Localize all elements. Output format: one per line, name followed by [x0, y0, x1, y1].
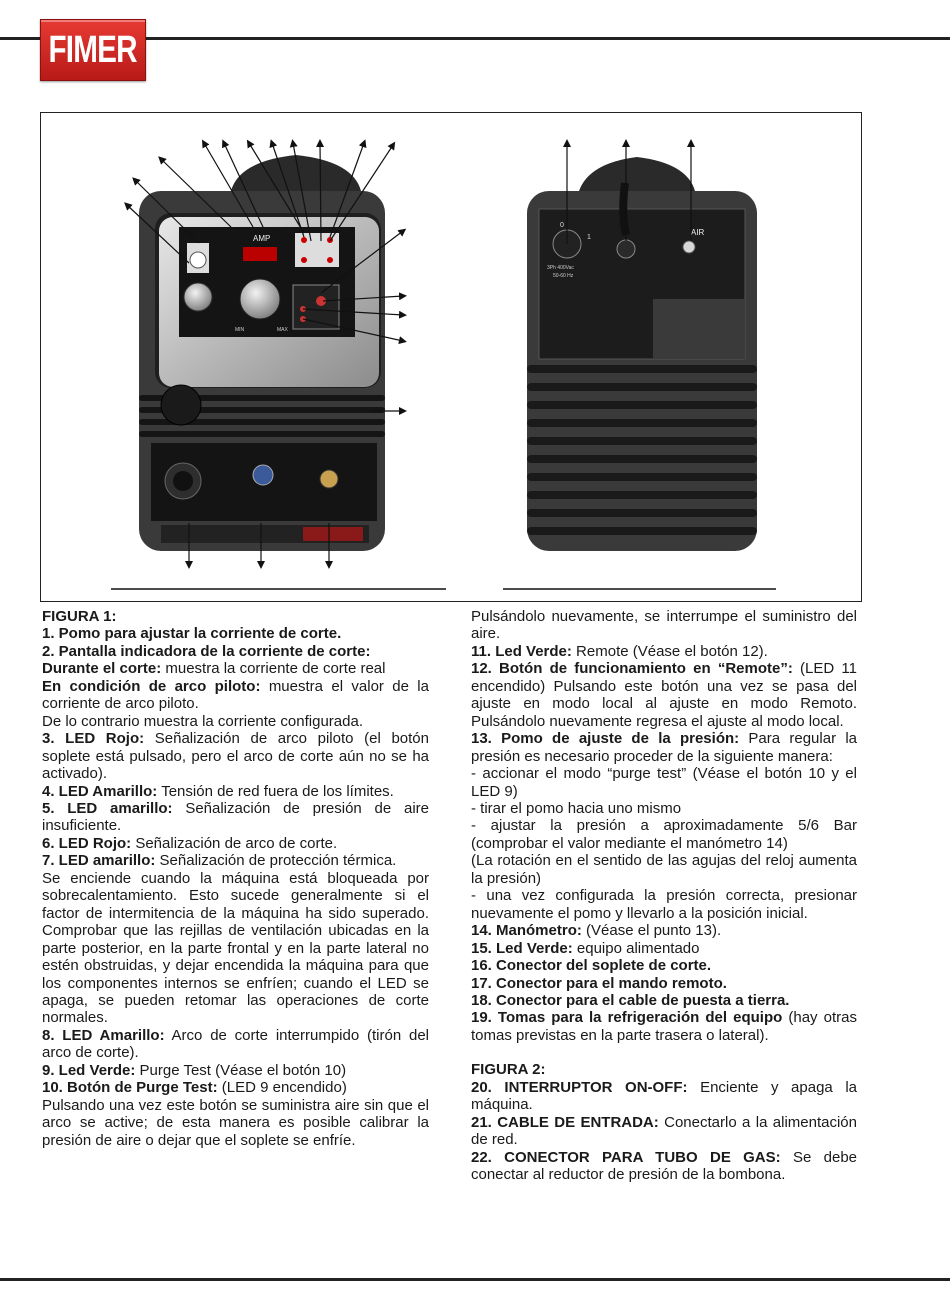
item-13-step-1: - accionar el modo “purge test” (Véase el botón 10 y el LED 9) [471, 765, 857, 800]
fig1-title: FIGURA 1: [42, 608, 117, 625]
figure-box [40, 112, 862, 602]
item-19-label: 19. Tomas para la refrigeración del equipo [471, 1009, 783, 1027]
switch-one: 1 [587, 234, 591, 241]
item-10-text: (LED 9 encendido) [217, 1079, 347, 1097]
item-13-step-2: - tirar el pomo hacia uno mismo [471, 799, 682, 817]
item-12-label: 12. Botón de funcionamiento en “Remote”: [471, 660, 793, 678]
item-13-step-5: - una vez configurada la presión correcta, presionar nuevamente el pomo y llevarlo a la posición inicial. [471, 887, 857, 922]
item-5-label: 5. LED amarillo: [42, 799, 173, 817]
machine-illustration [41, 113, 863, 603]
item-13-step-4: (La rotación en el sentido de las agujas del reloj aumenta la presión) [471, 852, 857, 887]
left-column [42, 608, 429, 1149]
item-5-text: Señalización de presión de aire insuficiente. [42, 799, 429, 835]
item-8-text: Arco de corte interrumpido (tirón del arco de corte). [42, 1026, 429, 1062]
item-1: 1. Pomo para ajustar la corriente de corte. [42, 625, 342, 643]
item-22-label: 22. CONECTOR PARA TUBO DE GAS: [471, 1148, 781, 1166]
item-4-label: 4. LED Amarillo: [42, 782, 158, 800]
item-10-detail: Pulsando una vez este botón se suministra aire sin que el arco se active; de esta manera es posible calibrar la presión de aire o dejar que el soplete se enfríe. [42, 1096, 429, 1149]
item-21-label: 21. CABLE DE ENTRADA: [471, 1113, 659, 1131]
fig2-title: FIGURA 2: [471, 1061, 546, 1079]
voltage-label: 3Ph 400Vac [547, 265, 574, 271]
logo-text: FIMER [48, 28, 138, 71]
item-2-during-text: muestra la corriente de corte real [161, 660, 386, 678]
item-3-text: Señalización de arco piloto (el botón soplete está pulsado, pero el arco de corte aún no se ha activado). [42, 730, 429, 783]
item-2-else: De lo contrario muestra la corriente configurada. [42, 712, 363, 730]
max-label: MAX [277, 327, 288, 333]
item-9-text: Purge Test (Véase el botón 10) [135, 1061, 347, 1079]
item-2-pilot-label: En condición de arco piloto: [42, 677, 261, 695]
item-19-text: (hay otras tomas previstas en la parte trasera o lateral). [471, 1009, 857, 1044]
footer-rule [0, 1278, 950, 1281]
item-13-text: Para regular la presión es necesario proceder de la siguiente manera: [471, 730, 857, 765]
item-11-text: Remote (Véase el botón 12). [571, 642, 768, 660]
item-13-label: 13. Pomo de ajuste de la presión: [471, 730, 740, 748]
item-17: 17. Conector para el mando remoto. [471, 974, 727, 992]
switch-zero: 0 [560, 222, 564, 229]
fimer-logo [40, 19, 146, 81]
item-2-during-label: Durante el corte: [42, 660, 162, 678]
amp-label: AMP [253, 234, 271, 243]
air-label: AIR [691, 228, 705, 237]
item-14-text: (Véase el punto 13). [581, 922, 722, 940]
item-12-text: (LED 11 encendido) Pulsando este botón una vez se pasa del ajuste en modo local al ajuste en modo Remoto. Pulsándolo nuevamente regresa el ajuste al modo local. [471, 660, 857, 730]
right-column [471, 608, 857, 1184]
min-label: MIN [235, 327, 245, 333]
item-2: 2. Pantalla indicadora de la corriente de corte: [42, 642, 371, 660]
item-10-label: 10. Botón de Purge Test: [42, 1079, 218, 1097]
item-18: 18. Conector para el cable de puesta a tierra. [471, 991, 790, 1009]
item-16: 16. Conector del soplete de corte. [471, 957, 712, 975]
item-4-text: Tensión de red fuera de los límites. [157, 782, 394, 800]
item-6-label: 6. LED Rojo: [42, 834, 132, 852]
item-3-label: 3. LED Rojo: [42, 730, 145, 748]
item-6-text: Señalización de arco de corte. [131, 834, 338, 852]
item-21-text: Conectarlo a la alimentación de red. [471, 1113, 857, 1149]
item-15-text: equipo alimentado [572, 939, 700, 957]
freq-label: 50-60 Hz [553, 273, 574, 279]
item-22-text: Se debe conectar al reductor de presión de la bombona. [471, 1148, 857, 1184]
section-gap [471, 1044, 857, 1061]
item-15-label: 15. Led Verde: [471, 939, 573, 957]
item-20-label: 20. INTERRUPTOR ON-OFF: [471, 1078, 688, 1096]
item-8-label: 8. LED Amarillo: [42, 1026, 165, 1044]
item-9-label: 9. Led Verde: [42, 1061, 136, 1079]
item-7-text: Señalización de protección térmica. [155, 852, 397, 870]
item-20-text: Enciente y apaga la máquina. [471, 1078, 857, 1114]
item-7-detail: Se enciende cuando la máquina está bloqueada por sobrecalentamiento. Esto sucede generalmente si el factor de intermitencia de la máquina ha sido superado. Comprobar que las rejillas de ventilación ubicadas en la parte posterior, en la parte frontal y en la parte lateral no estén obstruidas, y dejar encendida la máquina para que los componentes internos se enfríen; cuando el LED se apaga, se pueden retomar las operaciones de corte normales. [42, 869, 429, 1027]
rear-machine [527, 157, 757, 551]
item-7-label: 7. LED amarillo: [42, 852, 156, 870]
item-13-step-3: - ajustar la presión a aproximadamente 5/6 Bar (comprobar el valor mediante el manómetro 14) [471, 817, 857, 852]
item-10-continued: Pulsándolo nuevamente, se interrumpe el suministro del aire. [471, 608, 857, 643]
item-14-label: 14. Manómetro: [471, 922, 582, 940]
item-2-pilot-text: muestra el valor de la corriente de arco piloto. [42, 677, 429, 713]
item-11-label: 11. Led Verde: [471, 642, 572, 660]
